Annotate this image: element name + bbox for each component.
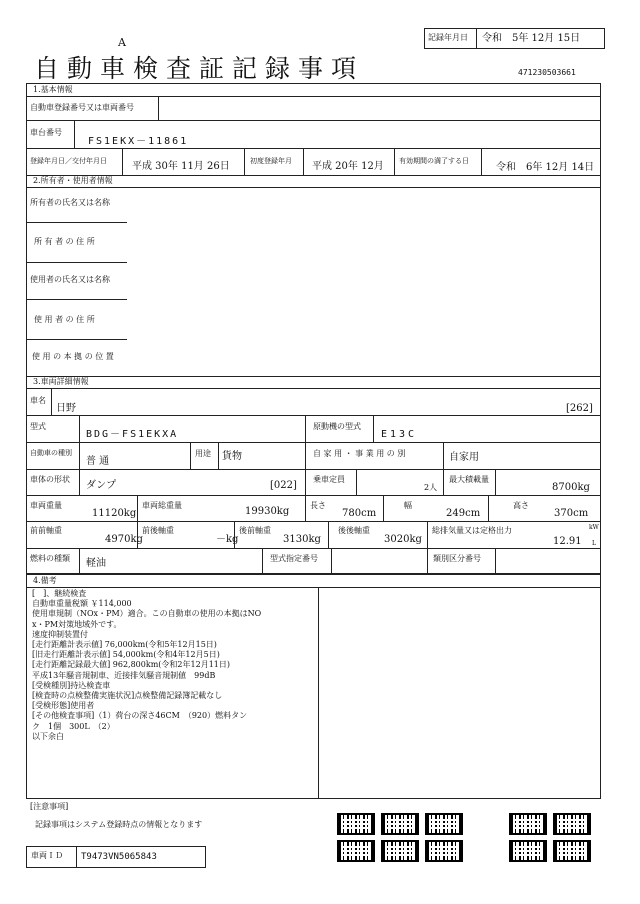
qr-code-3 <box>425 813 463 835</box>
remark-line: x・PM対策地域外です。 <box>32 619 122 629</box>
rf-value: 3130kg <box>283 534 321 545</box>
length-label: 長さ <box>310 501 326 510</box>
remark-line: 使用車規制（NOx・PM）適合。この自動車の使用の本拠はNO <box>32 609 262 619</box>
owner-name-label: 所有者の氏名又は名称 <box>30 198 110 207</box>
record-date: 令和 5年 12月 15日 <box>482 33 581 44</box>
qr-code-7 <box>381 840 419 862</box>
length-value: 780cm <box>342 508 377 519</box>
make-code: [262] <box>566 403 593 414</box>
width-value: 249cm <box>446 508 481 519</box>
class-label: 類別区分番号 <box>433 554 481 563</box>
qr-code-5 <box>553 813 591 835</box>
engine-value: E13C <box>381 429 418 440</box>
model-label: 型式 <box>30 422 46 431</box>
shape-value: ダンプ <box>86 480 117 491</box>
first-reg-label: 初度登録年月 <box>250 157 292 165</box>
doc-number: 471230503661 <box>518 68 576 77</box>
disp-unit-top: kW <box>589 524 599 531</box>
width-label: 幅 <box>404 501 412 510</box>
qr-code-10 <box>553 840 591 862</box>
make-label: 車名 <box>30 396 46 405</box>
qr-code-4 <box>509 813 547 835</box>
qr-code-2 <box>381 813 419 835</box>
remark-line: 以下余白 <box>32 731 64 741</box>
engine-label: 原動機の型式 <box>313 422 361 431</box>
shape-label: 車体の形状 <box>30 475 70 484</box>
remark-line: ク 1個 300L （2） <box>32 721 115 731</box>
remark-line: [走行距離記録最大値] 962,800km(令和2年12月11日) <box>32 660 230 670</box>
capacity-label: 乗車定員 <box>313 475 345 484</box>
reg-no-label: 自動車登録番号又は車両番号 <box>30 103 134 112</box>
chassis-value: FS1EKX－11861 <box>88 136 189 147</box>
capacity-value: 2人 <box>424 483 438 492</box>
notes-label: [注意事項] <box>30 802 69 811</box>
rf-label: 後前軸重 <box>239 526 271 535</box>
model-value: BDG－FS1EKXA <box>86 429 179 440</box>
maxload-value: 8700kg <box>552 482 590 493</box>
rr-value: 3020kg <box>384 534 422 545</box>
remark-line: [検査時の点検整備実施状況]点検整備記録簿記載なし <box>32 691 223 700</box>
qr-code-9 <box>509 840 547 862</box>
shape-code: [022] <box>270 480 297 491</box>
ff-label: 前前軸重 <box>30 526 62 535</box>
fuel-label: 燃料の種類 <box>30 554 70 563</box>
sec2-heading: 2.所有者・使用者情報 <box>33 176 113 185</box>
base-loc-label: 使 用 の 本 拠 の 位 置 <box>32 352 114 361</box>
type-label: 自動車の種別 <box>30 449 72 457</box>
vehicle-id-value: T9473VN5065843 <box>81 852 157 862</box>
reg-date: 平成 30年 11月 26日 <box>132 161 230 172</box>
notes-text: 記録事項はシステム登録時点の情報となります <box>35 820 203 829</box>
remark-line: [走行距離計表示値] 76,000km(令和5年12月15日) <box>32 640 217 649</box>
fr-label: 前後軸重 <box>142 526 174 535</box>
weight-label: 車両重量 <box>30 501 62 510</box>
chassis-label: 車台番号 <box>30 128 62 137</box>
sec1-heading: 1.基本情報 <box>33 85 73 94</box>
biz-label: 自 家 用 ・ 事 業 用 の 別 <box>313 449 406 458</box>
weight-value: 11120kg <box>92 508 137 519</box>
qr-code-8 <box>425 840 463 862</box>
expiry-label: 有効期間の満了する日 <box>399 157 469 165</box>
sec3-heading: 3.車両詳細情報 <box>33 377 89 386</box>
remark-line: 平成13年騒音規制車、近接排気騒音規制値 99dB <box>32 670 216 680</box>
fuel-value: 軽油 <box>86 558 106 569</box>
user-name-label: 使用者の氏名又は名称 <box>30 275 110 284</box>
owner-addr-label: 所 有 者 の 住 所 <box>34 237 95 246</box>
vehicle-id-label: 車両ＩＤ <box>31 851 63 860</box>
use-value: 貨物 <box>222 451 242 462</box>
header-mark: A <box>118 36 126 49</box>
remark-line: [ ]、継続検査 <box>32 589 87 598</box>
user-addr-label: 使 用 者 の 住 所 <box>34 315 95 324</box>
ff-value: 4970kg <box>105 534 143 545</box>
type-value: 普 通 <box>86 456 110 467</box>
first-reg: 平成 20年 12月 <box>312 161 384 172</box>
remark-line: 速度抑制装置付 <box>32 629 88 639</box>
rr-label: 後後軸重 <box>338 526 370 535</box>
page-title: 自動車検査証記録事項 <box>34 54 365 83</box>
biz-value: 自家用 <box>449 452 479 463</box>
qr-code-1 <box>337 813 375 835</box>
disp-unit-bottom: L <box>592 540 596 547</box>
height-value: 370cm <box>554 508 589 519</box>
remark-line: [その他検査事項]（1）荷台の深さ46CM （920）燃料タン <box>32 711 248 721</box>
gross-label: 車両総重量 <box>142 501 182 510</box>
remark-line: [旧走行距離計表示値] 54,000km(令和4年12月5日) <box>32 650 220 660</box>
gross-value: 19930kg <box>245 506 290 517</box>
remark-line: [受検形態]使用者 <box>32 701 95 711</box>
remark-line: [受検種別]持込検査車 <box>32 680 111 690</box>
record-date-label: 記録年月日 <box>428 33 468 42</box>
designation-label: 型式指定番号 <box>270 554 318 563</box>
qr-code-6 <box>337 840 375 862</box>
fr-value: －kg <box>216 534 239 545</box>
sec4-heading: 4.備考 <box>33 576 57 585</box>
expiry: 令和 6年 12月 14日 <box>496 162 595 173</box>
disp-value: 12.91 <box>553 536 582 547</box>
use-label: 用途 <box>195 449 211 458</box>
maxload-label: 最大積載量 <box>449 475 489 484</box>
disp-label: 総排気量又は定格出力 <box>432 526 512 535</box>
make-value: 日野 <box>56 403 76 414</box>
remark-line: 自動車重量税額 ￥114,000 <box>32 599 132 609</box>
height-label: 高さ <box>513 501 529 510</box>
reg-date-label: 登録年月日／交付年月日 <box>30 157 107 165</box>
